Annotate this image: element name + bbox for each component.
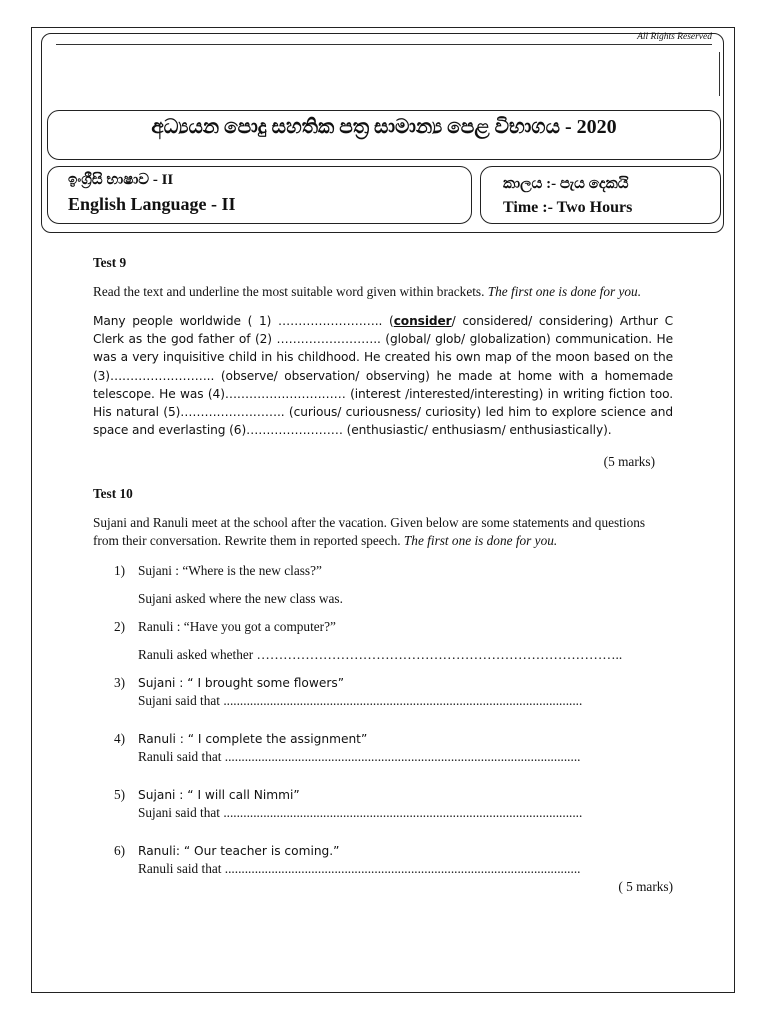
list-item: [93, 562, 673, 608]
item-number: 2): [114, 619, 126, 635]
exam-title: අධ්‍යයන පොදු සහතික පත්‍ර සාමාන්‍ය පෙළ විභාගය - 2020: [151, 116, 617, 138]
header-vertical-rule: [719, 52, 720, 96]
item-quote: Ranuli : “ I complete the assignment”: [138, 732, 368, 747]
test9-marks: (5 marks): [603, 454, 655, 470]
test9-instruction-text: Read the text and underline the most suitable word given within brackets.: [93, 284, 485, 299]
item-quote: Sujani : “ I brought some flowers”: [138, 676, 345, 691]
test9-instruction-note: The first one is done for you.: [487, 284, 642, 299]
item-number: 5): [114, 787, 126, 803]
test10-items: [93, 562, 673, 878]
test10-marks: ( 5 marks): [618, 879, 673, 895]
item-answer-line: Ranuli said that ...........................................................................................................: [138, 749, 581, 765]
item-answer: Sujani asked where the new class was.: [138, 591, 343, 607]
subject-english: English Language - II: [68, 194, 236, 214]
item-quote: Sujani : “ I will call Nimmi”: [138, 788, 300, 803]
list-item: [93, 842, 673, 878]
item-number: 6): [114, 843, 126, 859]
header-rule: [56, 44, 712, 45]
item-quote: Ranuli : “Have you got a computer?”: [138, 619, 336, 635]
list-item: [93, 618, 673, 664]
time-sinhala: කාලය :- පැය දෙකයි: [503, 176, 629, 192]
exam-title-box: [47, 110, 721, 160]
test9-instruction: [93, 283, 673, 301]
passage-start: Many people worldwide ( 1) …………………….. (: [93, 314, 394, 328]
test9-heading: Test 9: [93, 255, 127, 270]
rights-notice: All Rights Reserved: [637, 32, 712, 42]
subject-box: [47, 166, 472, 224]
list-item: [93, 786, 673, 822]
list-item: [93, 674, 673, 710]
item-quote: Ranuli: “ Our teacher is coming.”: [138, 844, 340, 859]
item-answer-line: Ranuli said that ...........................................................................................................: [138, 861, 581, 877]
item-number: 4): [114, 731, 126, 747]
item-answer-line: Ranuli asked whether ………………………………………………………………………..: [138, 647, 623, 663]
item-number: 1): [114, 563, 126, 579]
passage-rest: / considered/ considering) Arthur C Clerk as the god father of (2) …………………….. (global/ glob/ globalization) communication. He was a very inquisitive child in his childhood. He created his own map of the moon based on the (3)…………………….. (observe/ observation/ observing) he made at home with a homemade telescope. He was (4)………………………… (interest /interested/interesting) in writing fiction too. His natural (5)…………………….. (curious/ curiousness/ curiosity) led him to explore science and space and everlasting (6)…………………… (enthusiastic/ enthusiasm/ enthusiastically).: [93, 314, 673, 438]
list-item: [93, 730, 673, 766]
passage-answer: consider: [393, 314, 452, 328]
subject-sinhala: ඉංග්‍රීසි භාෂාව - II: [68, 172, 174, 188]
test10-instruction: [93, 514, 673, 550]
item-number: 3): [114, 675, 126, 691]
item-answer-line: Sujani said that ............................................................................................................: [138, 693, 583, 709]
time-box: [480, 166, 721, 224]
test9-passage: [93, 312, 673, 439]
test10-instruction-text: Sujani and Ranuli meet at the school after the vacation. Given below are some statements and questions from their conversation. Rewrite them in reported speech.: [93, 515, 646, 549]
test10-heading: Test 10: [93, 486, 133, 502]
test10-instruction-note: The first one is done for you.: [403, 533, 558, 549]
item-quote: Sujani : “Where is the new class?”: [138, 563, 322, 579]
question-content: [93, 254, 673, 896]
time-english: Time :- Two Hours: [503, 199, 633, 216]
item-answer-line: Sujani said that ............................................................................................................: [138, 805, 583, 821]
